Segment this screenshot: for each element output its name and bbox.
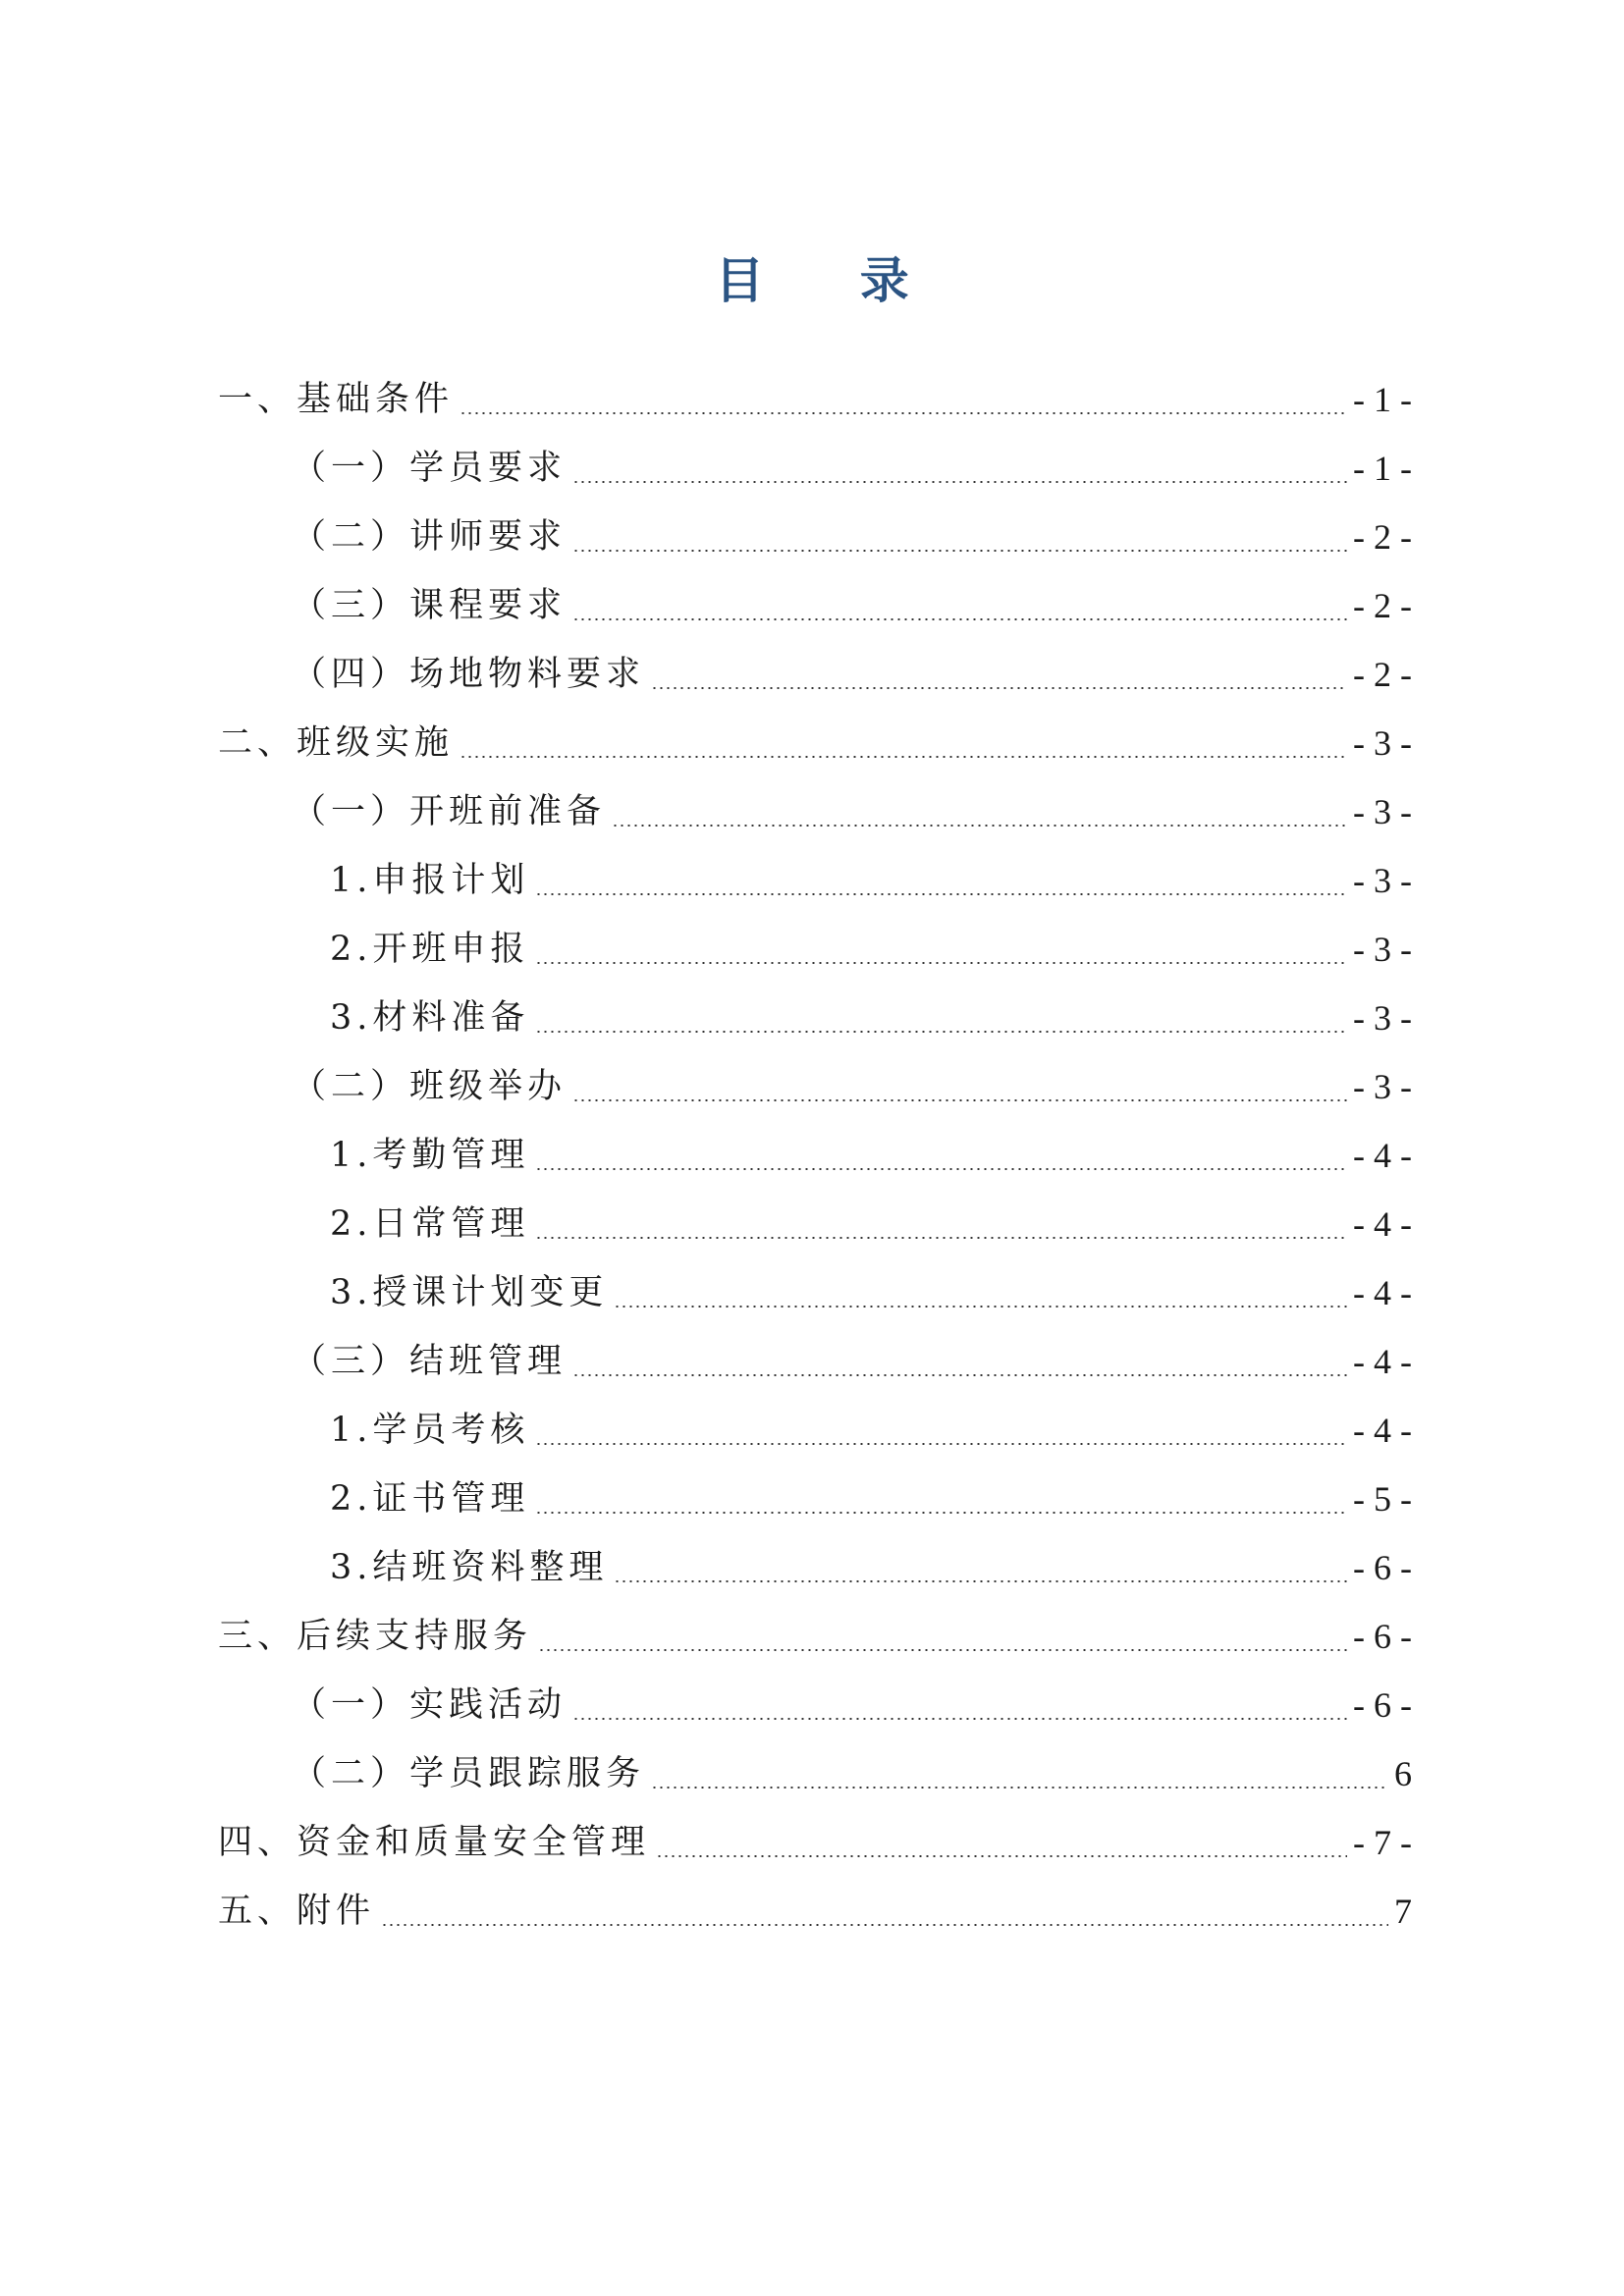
toc-dot-leader <box>460 756 1347 758</box>
toc-entry-label: （一）学员要求 <box>292 449 568 488</box>
toc-entry-label: 五、附件 <box>218 1892 376 1931</box>
toc-page-number: - 6 - <box>1353 1548 1412 1587</box>
toc-dot-leader <box>614 1580 1347 1582</box>
toc-page-number: - 4 - <box>1353 1411 1412 1450</box>
toc-entry[interactable] <box>0 1808 1624 1877</box>
toc-page-number: - 5 - <box>1353 1479 1412 1519</box>
toc-entry-label: 2.日常管理 <box>330 1204 530 1244</box>
toc-page-number: 6 <box>1394 1754 1412 1793</box>
toc-entry-label: 3.材料准备 <box>330 998 530 1038</box>
toc-entry[interactable] <box>0 503 1624 571</box>
toc-page-number: - 3 - <box>1353 930 1412 969</box>
toc-entry-label: 3.结班资料整理 <box>330 1548 609 1587</box>
toc-page-number: - 6 - <box>1353 1617 1412 1656</box>
toc-page-number: - 3 - <box>1353 792 1412 831</box>
toc-dot-leader <box>612 825 1347 827</box>
toc-entry[interactable] <box>0 777 1624 846</box>
toc-entry-label: 四、资金和质量安全管理 <box>218 1823 651 1862</box>
toc-page-number: - 1 - <box>1353 380 1412 419</box>
toc-dot-leader <box>572 550 1347 552</box>
toc-page-number: - 3 - <box>1353 723 1412 763</box>
toc-entry[interactable] <box>0 1327 1624 1396</box>
toc-dot-leader <box>614 1306 1347 1308</box>
toc-dot-leader <box>460 412 1347 414</box>
toc-entry[interactable] <box>0 571 1624 640</box>
toc-entry[interactable] <box>0 709 1624 777</box>
toc-dot-leader <box>535 893 1347 895</box>
toc-entry-label: 1.考勤管理 <box>330 1136 530 1175</box>
toc-entry-label: 二、班级实施 <box>218 723 455 763</box>
toc-entry[interactable] <box>0 915 1624 984</box>
toc-dot-leader <box>651 687 1347 689</box>
toc-entry[interactable] <box>0 1396 1624 1465</box>
toc-page-number: - 4 - <box>1353 1342 1412 1381</box>
toc-dot-leader <box>535 1512 1347 1514</box>
toc-page-number: - 7 - <box>1353 1823 1412 1862</box>
toc-entry-label: （三）课程要求 <box>292 586 568 625</box>
toc-entry[interactable] <box>0 1533 1624 1602</box>
toc-entry-label: （二）班级举办 <box>292 1067 568 1106</box>
toc-entry[interactable] <box>0 1190 1624 1258</box>
toc-dot-leader <box>538 1649 1347 1651</box>
toc-entry[interactable] <box>0 1258 1624 1327</box>
toc-dot-leader <box>535 962 1347 964</box>
toc-dot-leader <box>381 1924 1388 1926</box>
toc-entry[interactable] <box>0 846 1624 915</box>
toc-dot-leader <box>656 1855 1347 1857</box>
toc-page-number: 7 <box>1394 1892 1412 1931</box>
toc-page-number: - 4 - <box>1353 1204 1412 1244</box>
toc-dot-leader <box>572 618 1347 620</box>
toc-entry[interactable] <box>0 1739 1624 1808</box>
toc-dot-leader <box>572 481 1347 483</box>
toc-entry-label: （一）开班前准备 <box>292 792 607 831</box>
toc-dot-leader <box>572 1718 1347 1720</box>
toc-entry-label: （二）讲师要求 <box>292 517 568 557</box>
toc-dot-leader <box>535 1168 1347 1170</box>
toc-dot-leader <box>651 1787 1388 1789</box>
toc-dot-leader <box>535 1237 1347 1239</box>
toc-entry[interactable] <box>0 434 1624 503</box>
toc-dot-leader <box>572 1099 1347 1101</box>
toc-entry-label: 2.证书管理 <box>330 1479 530 1519</box>
toc-dot-leader <box>535 1443 1347 1445</box>
toc-entry[interactable] <box>0 1121 1624 1190</box>
toc-page-number: - 6 - <box>1353 1685 1412 1725</box>
toc-dot-leader <box>572 1374 1347 1376</box>
page-title: 目 录 <box>715 251 948 309</box>
toc-entry-label: 1.申报计划 <box>330 861 530 900</box>
toc-entry-label: （三）结班管理 <box>292 1342 568 1381</box>
toc-entry-label: （一）实践活动 <box>292 1685 568 1725</box>
toc-entry-label: 3.授课计划变更 <box>330 1273 609 1312</box>
toc-entry[interactable] <box>0 365 1624 434</box>
toc-dot-leader <box>535 1031 1347 1033</box>
toc-entry-label: 三、后续支持服务 <box>218 1617 533 1656</box>
toc-page-number: - 3 - <box>1353 1067 1412 1106</box>
toc-entry[interactable] <box>0 1052 1624 1121</box>
toc-page-number: - 4 - <box>1353 1136 1412 1175</box>
toc-entry-label: （四）场地物料要求 <box>292 655 646 694</box>
toc-entry[interactable] <box>0 1877 1624 1946</box>
toc-entry-label: 2.开班申报 <box>330 930 530 969</box>
toc-entry-label: 1.学员考核 <box>330 1411 530 1450</box>
toc-page-number: - 2 - <box>1353 517 1412 557</box>
toc-entry-label: 一、基础条件 <box>218 380 455 419</box>
toc-entry[interactable] <box>0 1465 1624 1533</box>
toc-entry[interactable] <box>0 984 1624 1052</box>
toc-entry-label: （二）学员跟踪服务 <box>292 1754 646 1793</box>
toc-entry[interactable] <box>0 1671 1624 1739</box>
table-of-contents <box>0 365 1624 1946</box>
toc-entry[interactable] <box>0 640 1624 709</box>
toc-page-number: - 2 - <box>1353 655 1412 694</box>
toc-page-number: - 1 - <box>1353 449 1412 488</box>
toc-page-number: - 3 - <box>1353 998 1412 1038</box>
toc-entry[interactable] <box>0 1602 1624 1671</box>
toc-page-number: - 2 - <box>1353 586 1412 625</box>
toc-page-number: - 3 - <box>1353 861 1412 900</box>
toc-page-number: - 4 - <box>1353 1273 1412 1312</box>
